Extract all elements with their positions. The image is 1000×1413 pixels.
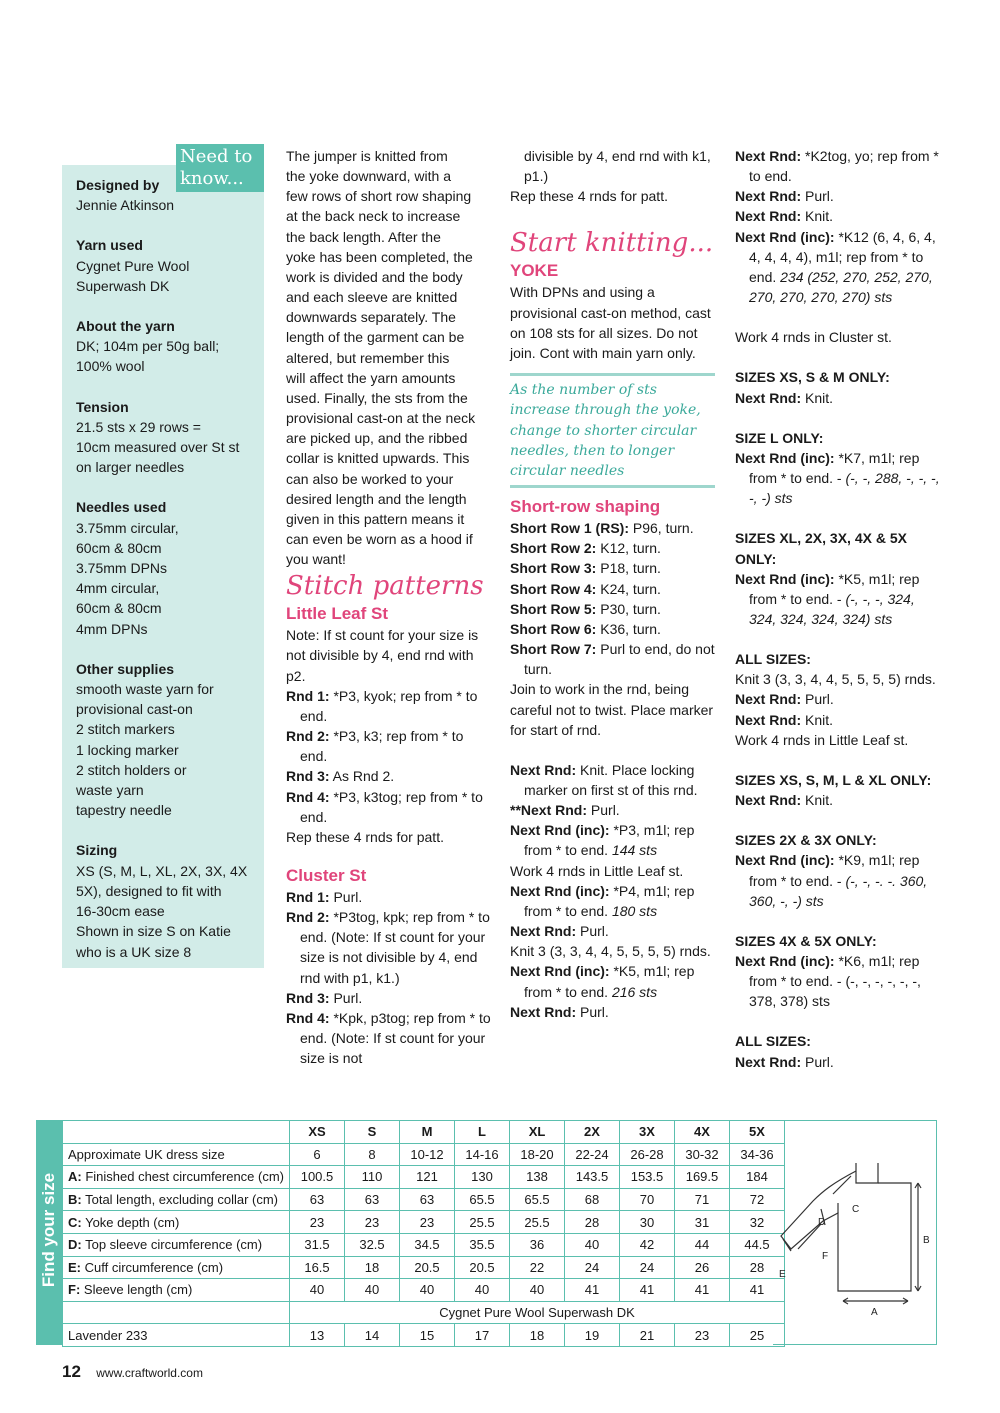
colour-value: 17 — [455, 1324, 510, 1347]
size-value: 8 — [345, 1143, 400, 1166]
sizes-xs-xl-rnd: Next Rnd: Knit. — [735, 792, 834, 809]
size-value: 23 — [290, 1211, 345, 1234]
colour-value: 14 — [345, 1324, 400, 1347]
intro-line: collar is knitted upwards. This — [286, 450, 470, 467]
column-1 — [286, 146, 491, 1068]
size-value: 26-28 — [620, 1143, 675, 1166]
colour-value: 18 — [510, 1324, 565, 1347]
all-sizes-knit-2: Next Rnd: Knit. — [735, 711, 834, 728]
intro-line: yoke has been completed, the — [286, 248, 473, 265]
size-value: 34.5 — [400, 1233, 455, 1256]
size-value: 138 — [510, 1166, 565, 1189]
sidebar-text: Cygnet Pure Wool Superwash DK — [76, 257, 190, 294]
size-value: 41 — [565, 1279, 620, 1302]
size-header: L — [455, 1121, 510, 1144]
label-b: B — [923, 1235, 930, 1246]
size-value: 63 — [290, 1188, 345, 1211]
yoke-rnd-8: Next Rnd (inc): *K5, m1l; rep from * to end. 216 sts — [510, 963, 695, 1000]
intro-line: downwards separately. The — [286, 309, 456, 326]
intro-line: can even be worn as a hood if — [286, 530, 473, 547]
footer-url: www.craftworld.com — [96, 1366, 203, 1380]
little-leaf-note: Note: If st count for your size is not divisible by 4, end rnd with p2. — [286, 627, 479, 684]
all-sizes-heading-2: ALL SIZES: — [735, 1033, 811, 1050]
size-value: 16.5 — [290, 1256, 345, 1279]
yoke-rnd-2: **Next Rnd: Purl. — [510, 802, 620, 819]
size-value: 70 — [620, 1188, 675, 1211]
cs-rnd-1: Rnd 1: Purl. — [286, 889, 363, 905]
sidebar-text: XS (S, M, L, XL, 2X, 3X, 4X 5X), designed to fit with 16-30cm ease Shown in size S on Katie who is a UK size 8 — [76, 862, 248, 960]
colour-value: 15 — [400, 1324, 455, 1347]
sidebar-heading: Other supplies — [76, 660, 175, 677]
size-value: 34-36 — [730, 1143, 785, 1166]
size-value: 184 — [730, 1166, 785, 1189]
sidebar-text: 3.75mm circular, 60cm & 80cm 3.75mm DPNs 4mm circular, 60cm & 80cm 4mm DPNs — [76, 519, 179, 637]
size-value: 23 — [400, 1211, 455, 1234]
row-label: Approximate UK dress size — [63, 1143, 290, 1166]
join-instruction: Join to work in the rnd, being careful not to twist. Place marker for start of rnd. — [510, 681, 714, 738]
sizes-xs-s-m-rnd: Next Rnd: Knit. — [735, 389, 834, 406]
yoke-text: With DPNs and using a provisional cast-on method, cast on 108 sts for all sizes. Do not join. Cont with main yarn only. — [510, 284, 711, 361]
all-sizes-purl: Next Rnd: Purl. — [735, 691, 834, 708]
sidebar-text: 21.5 sts x 29 rows = 10cm measured over St st on larger needles — [76, 418, 240, 476]
jumper-diagram — [773, 1120, 937, 1345]
size-value: 6 — [290, 1143, 345, 1166]
size-value: 71 — [675, 1188, 730, 1211]
collar-outline — [856, 1163, 878, 1183]
size-value: 26 — [675, 1256, 730, 1279]
size-row — [63, 1188, 785, 1211]
size-value: 25.5 — [510, 1211, 565, 1234]
intro-line: at the back neck to increase — [286, 208, 461, 225]
short-row-1: Short Row 1 (RS): P96, turn. — [510, 520, 694, 537]
row-label: F: Sleeve length (cm) — [63, 1279, 290, 1302]
size-header: 3X — [620, 1121, 675, 1144]
all-sizes-heading-1: ALL SIZES: — [735, 651, 811, 668]
short-row-heading: Short-row shaping — [510, 497, 661, 517]
sizes-4x-5x-rnd: Next Rnd (inc): *K6, m1l; rep from * to end. - (-, -, -, -, -, -, 378, 378) sts — [735, 953, 921, 1010]
sidebar-content — [76, 175, 256, 982]
size-value: 40 — [565, 1233, 620, 1256]
c3-cluster: Work 4 rnds in Cluster st. — [735, 329, 892, 346]
size-value: 40 — [345, 1279, 400, 1302]
size-value: 40 — [510, 1279, 565, 1302]
sizes-xs-xl-heading: SIZES XS, S, M, L & XL ONLY: — [735, 771, 932, 788]
size-table — [62, 1120, 785, 1347]
page-footer — [62, 1362, 203, 1382]
size-value: 40 — [290, 1279, 345, 1302]
size-value: 10-12 — [400, 1143, 455, 1166]
yoke-rnd-7: Knit 3 (3, 3, 4, 4, 5, 5, 5, 5) rnds. — [510, 943, 711, 960]
short-row-5: Short Row 5: P30, turn. — [510, 600, 661, 617]
size-header: M — [400, 1121, 455, 1144]
needle-callout: As the number of sts increase through the yoke, change to shorter circular needles, then to longer circular needles — [510, 373, 715, 488]
size-row — [63, 1166, 785, 1189]
intro-line: you want! — [286, 551, 346, 568]
ll-rnd-3: Rnd 3: As Rnd 2. — [286, 768, 395, 785]
colour-value: 21 — [620, 1324, 675, 1347]
colour-value: 19 — [565, 1324, 620, 1347]
size-value: 22 — [510, 1256, 565, 1279]
need-to-know-sidebar — [62, 165, 264, 968]
size-value: 25.5 — [455, 1211, 510, 1234]
find-your-size-bar — [36, 1120, 62, 1345]
little-leaf-heading: Little Leaf St — [286, 604, 389, 624]
row-label: D: Top sleeve circumference (cm) — [63, 1233, 290, 1256]
colour-row — [63, 1324, 785, 1347]
size-value: 32 — [730, 1211, 785, 1234]
c3-rnd-2: Next Rnd: Purl. — [735, 188, 834, 205]
size-row — [63, 1256, 785, 1279]
size-header: S — [345, 1121, 400, 1144]
intro-line: few rows of short row shaping — [286, 188, 472, 205]
size-value: 68 — [565, 1188, 620, 1211]
sidebar-text: DK; 104m per 50g ball; 100% wool — [76, 338, 220, 375]
badge-line-1: Need to — [180, 146, 253, 167]
size-value: 41 — [620, 1279, 675, 1302]
all-sizes-final: Next Rnd: Purl. — [735, 1053, 834, 1070]
intro-line: The jumper is knitted from — [286, 148, 448, 164]
yarn-row-label: Cygnet Pure Wool Superwash DK — [290, 1301, 785, 1324]
ll-rnd-4: Rnd 4: *P3, k3tog; rep from * to end. — [286, 788, 483, 825]
size-header: 2X — [565, 1121, 620, 1144]
start-knitting-heading: Start knitting... — [510, 228, 714, 259]
colour-value: 23 — [675, 1324, 730, 1347]
intro-line: are picked up, and the ribbed — [286, 430, 468, 447]
size-value: 31 — [675, 1211, 730, 1234]
find-your-size-label: Find your size — [39, 1172, 58, 1288]
intro-line: work is divided and the body — [286, 268, 463, 285]
intro-line: the yoke downward, with a — [286, 168, 451, 185]
size-value: 22-24 — [565, 1143, 620, 1166]
yoke-rnd-1: Next Rnd: Knit. Place locking marker on first st of this rnd. — [510, 761, 698, 798]
size-header: XL — [510, 1121, 565, 1144]
sidebar-heading: Needles used — [76, 499, 167, 516]
sidebar-heading: About the yarn — [76, 318, 175, 335]
size-value: 20.5 — [400, 1256, 455, 1279]
size-value: 41 — [730, 1279, 785, 1302]
label-a: A — [871, 1307, 878, 1318]
size-value: 42 — [620, 1233, 675, 1256]
sizes-2x-3x-heading: SIZES 2X & 3X ONLY: — [735, 832, 877, 849]
size-value: 18-20 — [510, 1143, 565, 1166]
short-row-3: Short Row 3: P18, turn. — [510, 560, 661, 577]
cs-rnd-4: Rnd 4: *Kpk, p3tog; rep from * to end. (Note: If st count for your size is not — [286, 1009, 491, 1067]
stitch-patterns-heading: Stitch patterns — [286, 571, 484, 602]
short-row-7: Short Row 7: Purl to end, do not turn. — [510, 641, 715, 678]
yoke-heading: YOKE — [510, 261, 559, 281]
page-number: 12 — [62, 1362, 81, 1381]
sidebar-text: smooth waste yarn for provisional cast-on 2 stitch markers 1 locking marker 2 stitch holders or waste yarn tapestry needle — [76, 681, 214, 819]
size-value: 31.5 — [290, 1233, 345, 1256]
body-outline — [781, 1171, 911, 1291]
column-2 — [510, 146, 715, 1022]
size-row — [63, 1279, 785, 1302]
size-value: 100.5 — [290, 1166, 345, 1189]
yoke-rnd-9: Next Rnd: Purl. — [510, 1003, 609, 1020]
size-l-rnd: Next Rnd (inc): *K7, m1l; rep from * to end. - (-, -, 288, -, -, -, -, -) sts — [735, 449, 940, 507]
size-value: 130 — [455, 1166, 510, 1189]
intro-line: desired length and the length — [286, 490, 467, 507]
yarn-row — [63, 1301, 785, 1324]
intro-line: used. Finally, the sts from the — [286, 389, 468, 406]
short-row-6: Short Row 6: K36, turn. — [510, 620, 661, 637]
cs-repeat: Rep these 4 rnds for patt. — [510, 188, 668, 205]
sidebar-heading: Tension — [76, 398, 129, 415]
size-header: 5X — [730, 1121, 785, 1144]
header-corner — [63, 1121, 290, 1144]
size-row — [63, 1143, 785, 1166]
ll-repeat: Rep these 4 rnds for patt. — [286, 828, 444, 845]
size-value: 110 — [345, 1166, 400, 1189]
size-value: 30-32 — [675, 1143, 730, 1166]
jumper-schematic — [773, 1121, 936, 1345]
yarn-row-blank — [63, 1301, 290, 1324]
size-value: 40 — [400, 1279, 455, 1302]
size-value: 63 — [400, 1188, 455, 1211]
all-sizes-knit: Knit 3 (3, 3, 4, 4, 5, 5, 5, 5) rnds. — [735, 671, 936, 688]
c3-rnd-3: Next Rnd: Knit. — [735, 208, 834, 225]
size-value: 36 — [510, 1233, 565, 1256]
label-f: F — [822, 1251, 829, 1262]
cluster-heading: Cluster St — [286, 866, 367, 885]
all-sizes-leaf: Work 4 rnds in Little Leaf st. — [735, 731, 909, 748]
size-value: 28 — [565, 1211, 620, 1234]
yoke-rnd-4: Work 4 rnds in Little Leaf st. — [510, 862, 684, 879]
row-label: A: Finished chest circumference (cm) — [63, 1166, 290, 1189]
size-value: 18 — [345, 1256, 400, 1279]
sidebar-heading: Yarn used — [76, 237, 143, 254]
intro-line: and each sleeve are knitted — [286, 289, 458, 306]
yoke-rnd-6: Next Rnd: Purl. — [510, 923, 609, 940]
sidebar-heading: Sizing — [76, 842, 118, 859]
ll-rnd-2: Rnd 2: *P3, k3; rep from * to end. — [286, 728, 464, 765]
label-e: E — [779, 1269, 786, 1280]
label-d: D — [818, 1217, 826, 1228]
intro-line: length of the garment can be — [286, 329, 465, 346]
size-value: 65.5 — [510, 1188, 565, 1211]
row-label: B: Total length, excluding collar (cm) — [63, 1188, 290, 1211]
label-c: C — [852, 1204, 860, 1215]
ll-rnd-1: Rnd 1: *P3, kyok; rep from * to end. — [286, 687, 478, 724]
size-value: 40 — [455, 1279, 510, 1302]
sizes-xs-s-m-heading: SIZES XS, S & M ONLY: — [735, 369, 890, 386]
size-value: 23 — [345, 1211, 400, 1234]
size-value: 63 — [345, 1188, 400, 1211]
column-3 — [735, 146, 940, 1072]
intro-line: altered, but remember this — [286, 349, 450, 366]
colour-value: 13 — [290, 1324, 345, 1347]
size-value: 24 — [565, 1256, 620, 1279]
cs-rnd-2: Rnd 2: *P3tog, kpk; rep from * to end. (Note: If st count for your size is not divisible by 4, end rnd with p1, k1.) — [286, 909, 490, 986]
cs-continued: divisible by 4, end rnd with k1, p1.) — [524, 148, 711, 185]
sidebar-heading: Designed by — [76, 177, 160, 193]
arrow-e — [783, 1239, 791, 1251]
size-value: 121 — [400, 1166, 455, 1189]
size-value: 32.5 — [345, 1233, 400, 1256]
need-to-know-badge — [176, 144, 264, 192]
size-header: 4X — [675, 1121, 730, 1144]
size-value: 24 — [620, 1256, 675, 1279]
size-value: 72 — [730, 1188, 785, 1211]
badge-line-2: know... — [180, 168, 244, 189]
intro-line: can also be worked to your — [286, 470, 454, 487]
intro-paragraph — [286, 146, 491, 569]
size-value: 41 — [675, 1279, 730, 1302]
sizes-xl-5x-heading: SIZES XL, 2X, 3X, 4X & 5X ONLY: — [735, 530, 907, 567]
short-row-2: Short Row 2: K12, turn. — [510, 540, 661, 557]
intro-line: the back length. After the — [286, 228, 441, 245]
size-value: 143.5 — [565, 1166, 620, 1189]
size-value: 44 — [675, 1233, 730, 1256]
intro-line: given in this pattern means it — [286, 510, 465, 527]
size-value: 28 — [730, 1256, 785, 1279]
sizes-2x-3x-rnd: Next Rnd (inc): *K9, m1l; rep from * to end. - (-, -, -. -. 360, 360, -, -) sts — [735, 852, 928, 909]
intro-line: will affect the yarn amounts — [286, 369, 456, 386]
size-value: 20.5 — [455, 1256, 510, 1279]
yoke-rnd-5: Next Rnd (inc): *P4, m1l; rep from * to end. 180 sts — [510, 882, 695, 919]
c3-rnd-4: Next Rnd (inc): *K12 (6, 4, 6, 4, 4, 4, 4, 4), m1l; rep from * to end. 234 (252, 270, 252, 270, 270, 270, 270, 270) sts — [735, 228, 936, 306]
size-value: 169.5 — [675, 1166, 730, 1189]
size-header: XS — [290, 1121, 345, 1144]
sizes-xl-5x-rnd: Next Rnd (inc): *K5, m1l; rep from * to end. - (-, -, -, 324, 324, 324, 324, 324) sts — [735, 570, 920, 627]
size-l-heading: SIZE L ONLY: — [735, 429, 824, 446]
size-value: 44.5 — [730, 1233, 785, 1256]
sidebar-text: Jennie Atkinson — [76, 197, 175, 214]
size-value: 14-16 — [455, 1143, 510, 1166]
yoke-rnd-3: Next Rnd (inc): *P3, m1l; rep from * to end. 144 sts — [510, 822, 695, 859]
c3-rnd-1: Next Rnd: *K2tog, yo; rep from * to end. — [735, 148, 939, 185]
size-row — [63, 1211, 785, 1234]
colour-label: Lavender 233 — [63, 1324, 290, 1347]
size-header-row — [63, 1121, 785, 1144]
size-row — [63, 1233, 785, 1256]
size-value: 153.5 — [620, 1166, 675, 1189]
size-value: 65.5 — [455, 1188, 510, 1211]
colour-value: 25 — [730, 1324, 785, 1347]
cs-rnd-3: Rnd 3: Purl. — [286, 989, 363, 1006]
row-label: C: Yoke depth (cm) — [63, 1211, 290, 1234]
size-value: 35.5 — [455, 1233, 510, 1256]
short-row-4: Short Row 4: K24, turn. — [510, 580, 661, 597]
intro-line: provisional cast-on at the neck — [286, 410, 476, 427]
row-label: E: Cuff circumference (cm) — [63, 1256, 290, 1279]
size-value: 30 — [620, 1211, 675, 1234]
sizes-4x-5x-heading: SIZES 4X & 5X ONLY: — [735, 932, 877, 949]
